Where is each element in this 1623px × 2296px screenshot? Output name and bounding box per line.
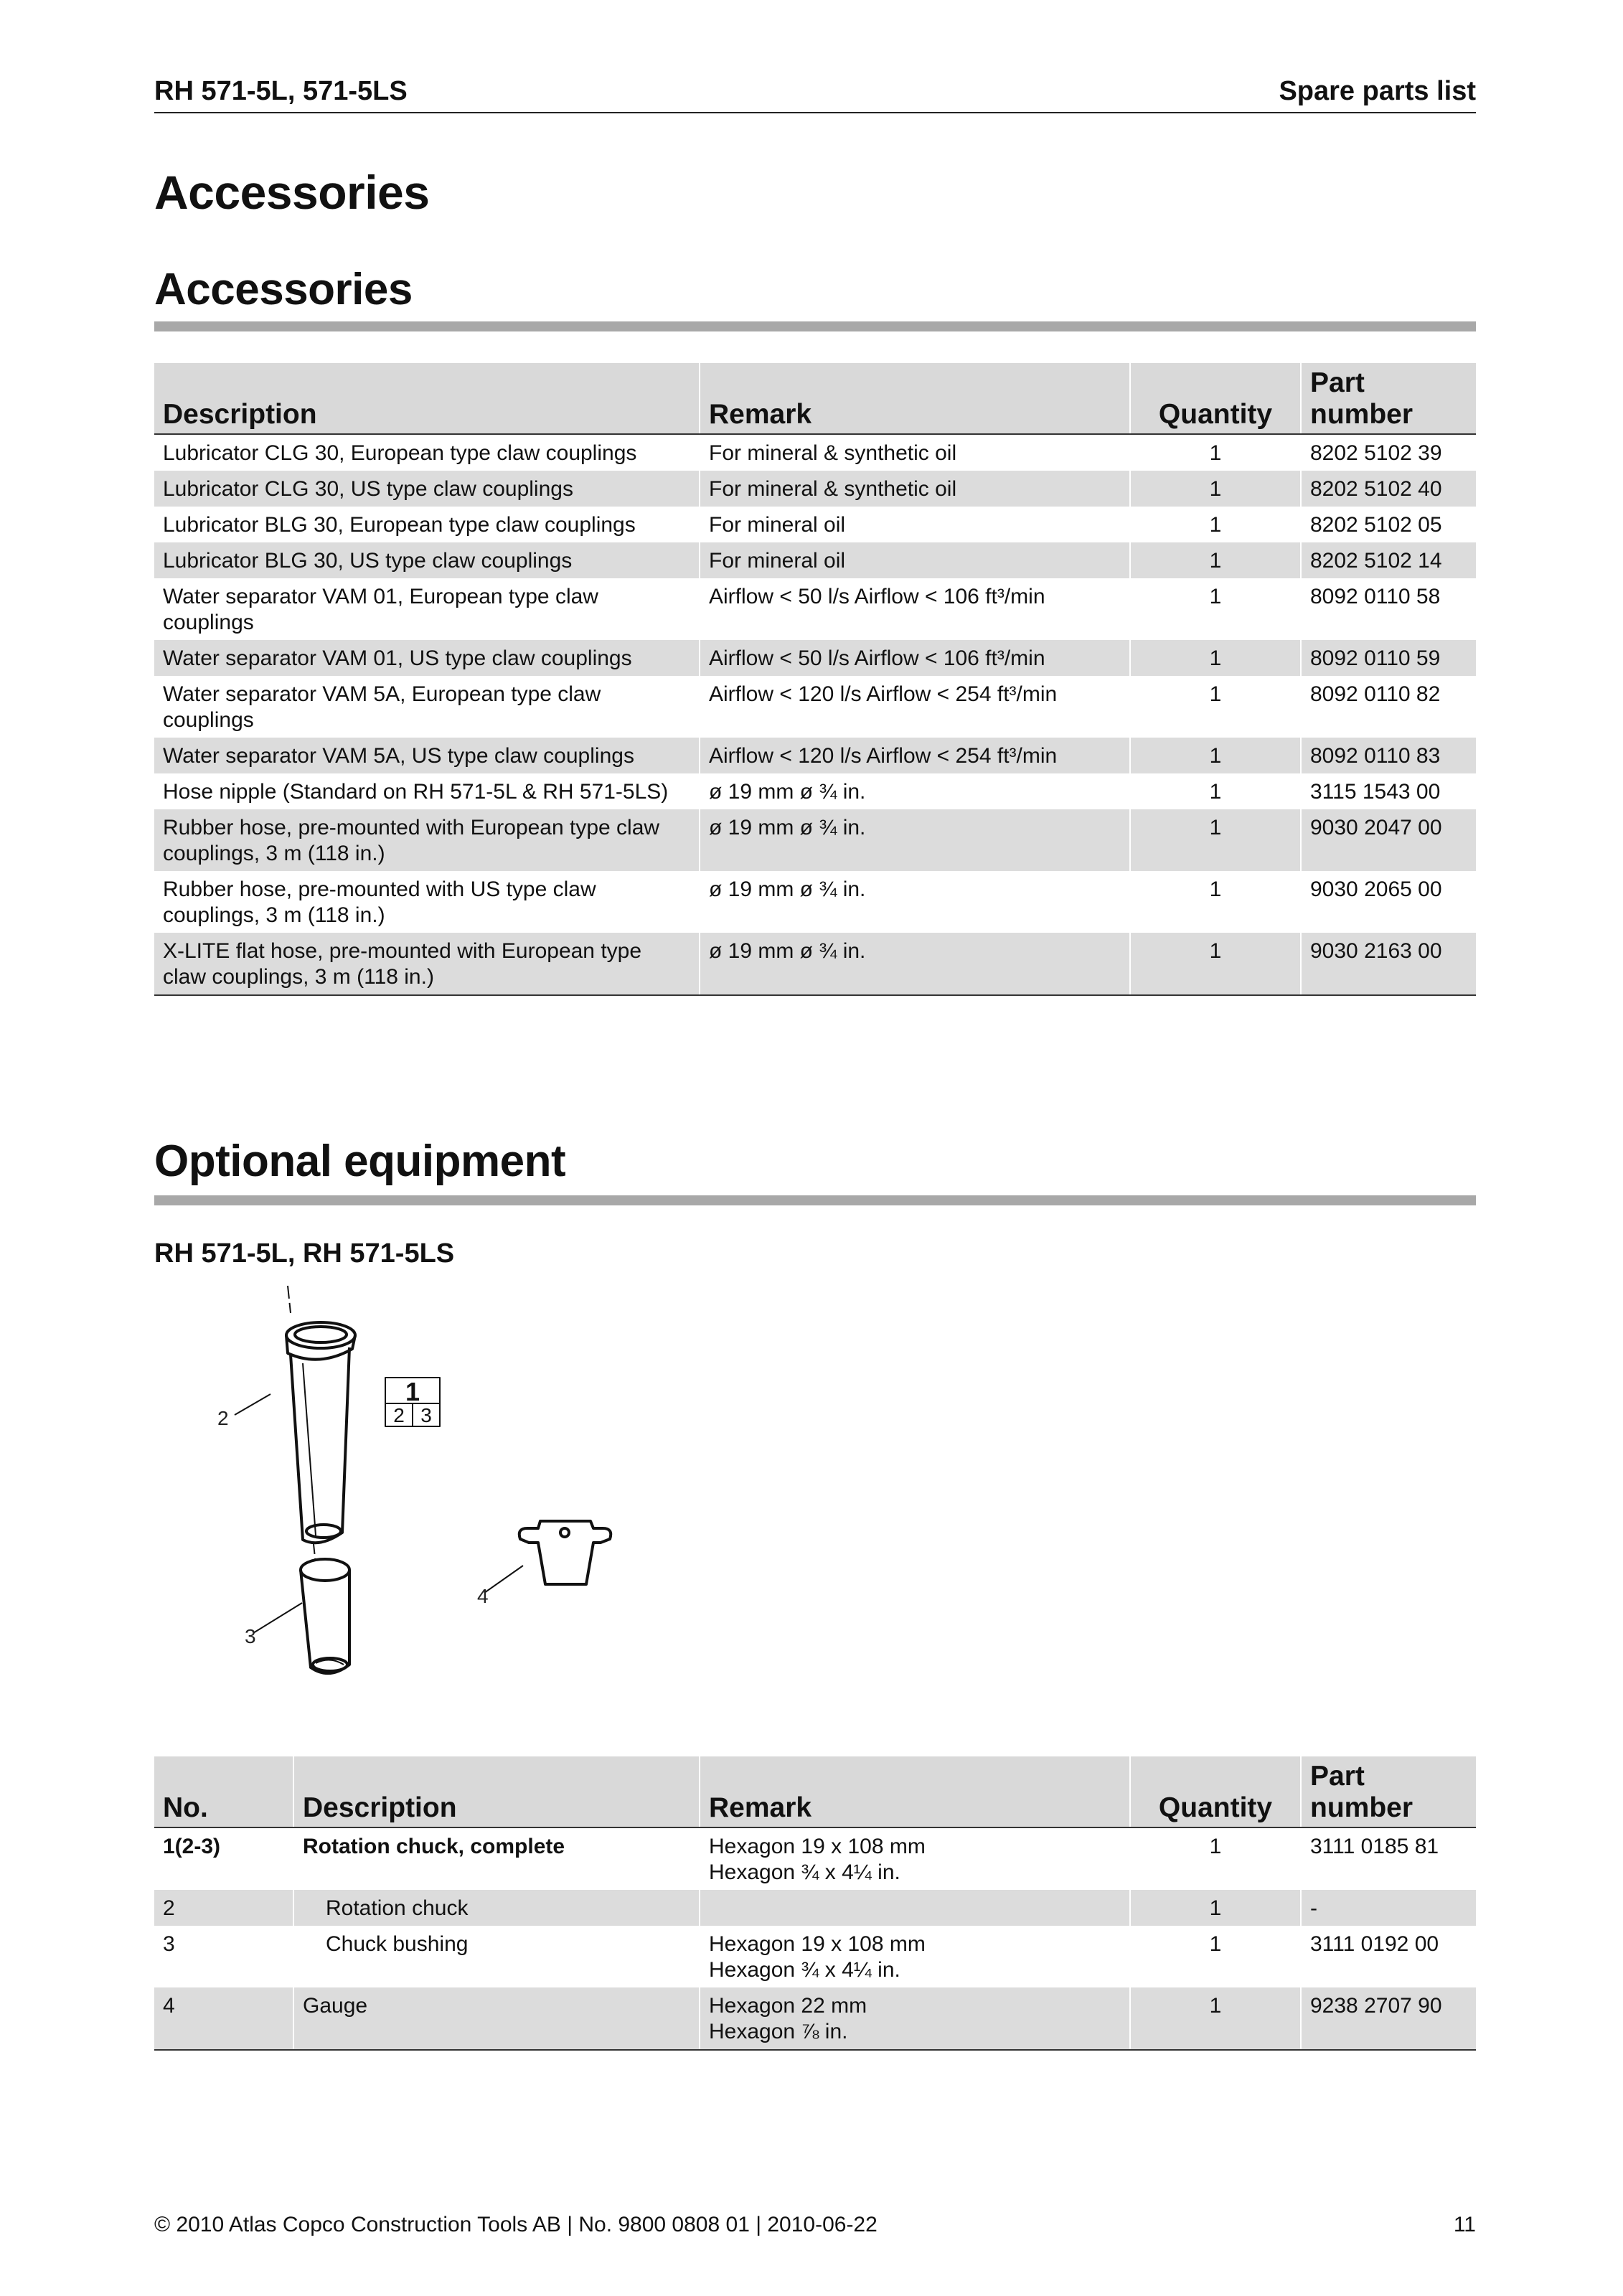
item-description: Lubricator BLG 30, European type claw couplings — [163, 513, 636, 537]
item-part-number: 8092 0110 58 — [1301, 578, 1476, 640]
callout-4: 4 — [477, 1585, 489, 1607]
footer-copyright: © 2010 Atlas Copco Construction Tools AB | No. 9800 0808 01 | 2010-06-22 — [154, 2213, 878, 2236]
rotation-chuck-drawing — [154, 1284, 657, 1715]
accessories-heading: Accessories — [154, 265, 413, 314]
item-remark-metric: Hexagon 22 mm — [709, 1994, 867, 2018]
column-header-description: Description — [293, 1756, 700, 1827]
table-row — [154, 809, 1476, 871]
item-part-number: - — [1301, 1890, 1476, 1926]
item-description: Lubricator BLG 30, US type claw couplings — [154, 542, 700, 578]
item-description: Water separator VAM 5A, US type claw couplings — [154, 738, 700, 773]
column-header-description: Description — [154, 363, 700, 434]
column-header-part-number: Part number — [1301, 363, 1476, 434]
table-row — [154, 507, 1476, 542]
item-quantity: 1 — [1130, 1827, 1301, 1890]
kit-box-item-left: 2 — [393, 1404, 405, 1426]
item-remark — [700, 1926, 1130, 1987]
column-header-quantity: Quantity — [1130, 363, 1301, 434]
optional-heading-bar — [154, 1195, 1476, 1205]
item-quantity: 1 — [1130, 1926, 1301, 1987]
item-part-number: 8092 0110 59 — [1301, 640, 1476, 676]
item-description: Rubber hose, pre-mounted with European type claw couplings, 3 m (118 in.) — [154, 809, 700, 871]
table-row — [154, 1926, 1476, 1987]
item-no: 1(2-3) — [163, 1835, 221, 1858]
item-quantity: 1 — [1130, 738, 1301, 773]
item-remark: ø 19 mm ø ¾ in. — [700, 871, 1130, 933]
item-part-number: 8202 5102 14 — [1301, 542, 1476, 578]
item-description: Gauge — [293, 1987, 700, 2050]
item-quantity: 1 — [1130, 809, 1301, 871]
item-part-number: 8202 5102 05 — [1301, 507, 1476, 542]
item-description: Rubber hose, pre-mounted with US type claw couplings, 3 m (118 in.) — [163, 878, 596, 927]
item-remark: For mineral & synthetic oil — [700, 471, 1130, 507]
table-row — [154, 434, 1476, 471]
item-remark — [700, 1987, 1130, 2050]
item-part-number: 8092 0110 82 — [1301, 676, 1476, 738]
table-row — [154, 1987, 1476, 2050]
column-header-remark: Remark — [700, 1756, 1130, 1827]
table-row — [154, 773, 1476, 809]
table-row — [154, 1827, 1476, 1890]
column-header-remark: Remark — [700, 363, 1130, 434]
item-quantity: 1 — [1130, 933, 1301, 995]
table-header-row — [154, 1756, 1476, 1827]
item-part-number: 9030 2163 00 — [1301, 933, 1476, 995]
item-quantity: 1 — [1130, 471, 1301, 507]
table-row — [154, 578, 1476, 640]
chuck-bushing-part — [301, 1559, 349, 1673]
item-remark-metric: Hexagon 19 x 108 mm — [709, 1835, 926, 1858]
item-quantity: 1 — [1130, 578, 1301, 640]
table-row — [154, 676, 1476, 738]
item-description: Water separator VAM 5A, European type claw couplings — [163, 682, 601, 732]
column-header-quantity: Quantity — [1130, 1756, 1301, 1827]
item-quantity: 1 — [1130, 542, 1301, 578]
item-part-number: 3111 0192 00 — [1301, 1926, 1476, 1987]
table-row — [154, 933, 1476, 995]
item-remark: Airflow < 50 l/s Airflow < 106 ft³/min — [700, 640, 1130, 676]
item-no: 4 — [154, 1987, 293, 2050]
item-quantity: 1 — [1130, 434, 1301, 471]
item-part-number: 3115 1543 00 — [1301, 773, 1476, 809]
item-remark-imperial: Hexagon ⅞ in. — [709, 2020, 848, 2043]
optional-heading: Optional equipment — [154, 1137, 566, 1186]
item-part-number: 8202 5102 39 — [1301, 434, 1476, 471]
item-remark-imperial: Hexagon ¾ x 4¼ in. — [709, 1958, 900, 1982]
item-description: Lubricator CLG 30, US type claw couplings — [154, 471, 700, 507]
table-row — [154, 471, 1476, 507]
item-description: Water separator VAM 01, European type claw couplings — [163, 585, 598, 634]
item-part-number: 8202 5102 40 — [1301, 471, 1476, 507]
item-remark: Airflow < 120 l/s Airflow < 254 ft³/min — [700, 676, 1130, 738]
item-quantity: 1 — [1130, 676, 1301, 738]
column-header-part-number: Part number — [1301, 1756, 1476, 1827]
item-description: Chuck bushing — [293, 1926, 700, 1987]
item-remark: Airflow < 50 l/s Airflow < 106 ft³/min — [700, 578, 1130, 640]
item-description: X-LITE flat hose, pre-mounted with European type claw couplings, 3 m (118 in.) — [154, 933, 700, 995]
item-remark-imperial: Hexagon ¾ x 4¼ in. — [709, 1860, 900, 1884]
table-row — [154, 640, 1476, 676]
item-quantity: 1 — [1130, 507, 1301, 542]
item-remark-metric: Hexagon 19 x 108 mm — [709, 1932, 926, 1956]
item-quantity: 1 — [1130, 871, 1301, 933]
item-part-number: 9030 2065 00 — [1301, 871, 1476, 933]
item-remark — [700, 1890, 1130, 1926]
item-remark: For mineral oil — [700, 542, 1130, 578]
optional-equipment-table — [154, 1756, 1476, 2051]
gauge-part — [519, 1521, 611, 1584]
item-quantity: 1 — [1130, 1987, 1301, 2050]
optional-subheading: RH 571-5L, RH 571-5LS — [154, 1238, 455, 1269]
item-quantity: 1 — [1130, 1890, 1301, 1926]
header-doc-type: Spare parts list — [1279, 76, 1476, 106]
item-no: 3 — [163, 1932, 175, 1956]
item-part-number: 9238 2707 90 — [1301, 1987, 1476, 2050]
column-header-no: No. — [154, 1756, 293, 1827]
callout-3: 3 — [245, 1625, 256, 1647]
kit-box-main-number: 1 — [405, 1377, 420, 1406]
accessories-heading-bar — [154, 321, 1476, 331]
item-remark: ø 19 mm ø ¾ in. — [700, 773, 1130, 809]
header-model: RH 571-5L, 571-5LS — [154, 76, 408, 106]
page-title: Accessories — [154, 166, 430, 219]
header-divider — [154, 112, 1476, 113]
table-row — [154, 871, 1476, 933]
item-no: 2 — [154, 1890, 293, 1926]
rotation-chuck-part — [286, 1322, 355, 1543]
item-description: Water separator VAM 01, US type claw couplings — [154, 640, 700, 676]
item-remark: For mineral oil — [700, 507, 1130, 542]
item-part-number: 3111 0185 81 — [1301, 1827, 1476, 1890]
item-quantity: 1 — [1130, 640, 1301, 676]
kit-box-item-right: 3 — [420, 1404, 432, 1426]
item-remark: Airflow < 120 l/s Airflow < 254 ft³/min — [700, 738, 1130, 773]
accessories-table — [154, 363, 1476, 996]
table-row — [154, 738, 1476, 773]
item-remark — [700, 1827, 1130, 1890]
item-remark: ø 19 mm ø ¾ in. — [700, 933, 1130, 995]
callout-2: 2 — [217, 1407, 229, 1429]
item-part-number: 8092 0110 83 — [1301, 738, 1476, 773]
item-description: Rotation chuck, complete — [293, 1827, 700, 1890]
item-part-number: 9030 2047 00 — [1301, 809, 1476, 871]
item-description: Lubricator CLG 30, European type claw couplings — [163, 441, 637, 465]
item-description: Rotation chuck — [293, 1890, 700, 1926]
page-number: 11 — [1453, 2213, 1476, 2236]
table-header-row — [154, 363, 1476, 434]
item-remark: ø 19 mm ø ¾ in. — [700, 809, 1130, 871]
item-quantity: 1 — [1130, 773, 1301, 809]
item-description: Hose nipple (Standard on RH 571-5L & RH 571-5LS) — [163, 780, 669, 804]
item-remark: For mineral & synthetic oil — [700, 434, 1130, 471]
table-row — [154, 1890, 1476, 1926]
table-row — [154, 542, 1476, 578]
